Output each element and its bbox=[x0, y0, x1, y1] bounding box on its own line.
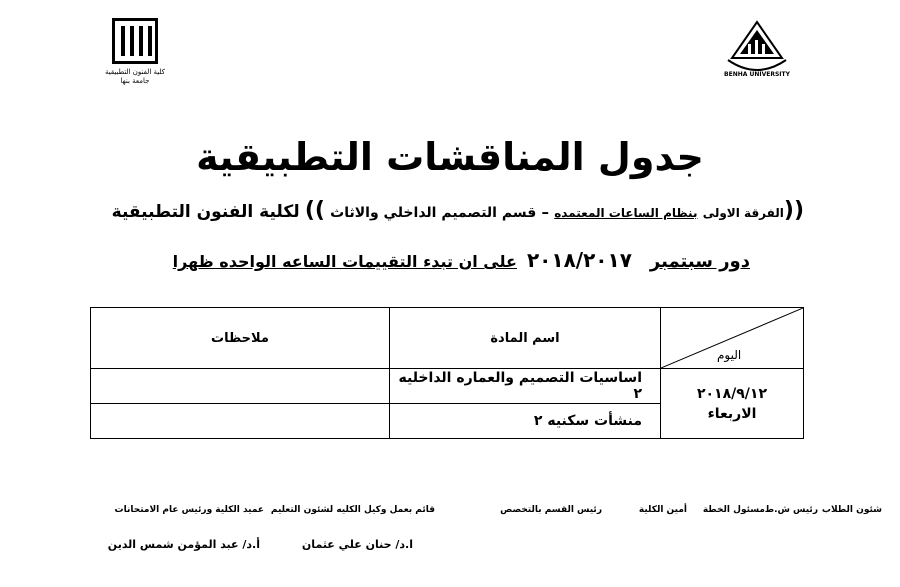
subtitle bbox=[112, 198, 804, 223]
session-name: دور سبتمبر bbox=[649, 251, 750, 272]
signature-title: شئون الطلاب bbox=[821, 505, 882, 515]
subtitle-close-paren: )) bbox=[304, 198, 325, 223]
subject-header: اسم المادة bbox=[390, 308, 661, 369]
subtitle-department: قسم التصميم الداخلي والاثاث bbox=[330, 205, 537, 221]
session-year: ٢٠١٨/٢٠١٧ bbox=[526, 248, 632, 272]
day-header-cell bbox=[661, 308, 804, 369]
day-date: ٢٠١٨/٩/١٢ bbox=[696, 385, 768, 402]
vice-dean-name: ا.د/ حنان علي عثمان bbox=[301, 538, 413, 551]
signature-title: أمين الكلية bbox=[638, 505, 687, 515]
session-start-note: على ان تبدء التقييمات الساعه الواحده ظهرا bbox=[172, 252, 517, 271]
university-logo-caption: BENHA UNIVERSITY bbox=[724, 71, 790, 78]
subtitle-year: الفرقة الاولى bbox=[702, 206, 784, 220]
page-title: جدول المناقشات التطبيقية bbox=[196, 135, 704, 179]
table-row bbox=[91, 369, 804, 404]
dean-name: أ.د/ عبد المؤمن شمس الدين bbox=[107, 538, 260, 551]
signature-title: قائم بعمل وكيل الكليه لشئون التعليم bbox=[270, 505, 435, 515]
day-name: الاربعاء bbox=[707, 405, 757, 422]
signature-title: مسئول الخطة bbox=[702, 505, 765, 515]
subtitle-open-paren: (( bbox=[783, 198, 804, 223]
college-logo bbox=[95, 18, 175, 86]
session-line bbox=[173, 248, 750, 272]
notes-cell bbox=[91, 369, 390, 404]
schedule-table bbox=[90, 307, 804, 439]
notes-cell bbox=[91, 404, 390, 439]
day-header: اليوم bbox=[717, 348, 742, 362]
signature-title: رئيس القسم بالتخصص bbox=[500, 505, 602, 515]
subtitle-college: لكلية الفنون التطبيقية bbox=[111, 202, 300, 222]
notes-header: ملاحظات bbox=[91, 308, 390, 369]
college-logo-caption: كلية الفنون التطبيقية جامعة بنها bbox=[104, 68, 166, 85]
subtitle-dash: – bbox=[541, 203, 549, 221]
table-header-row bbox=[91, 308, 804, 369]
subtitle-system: بنظام الساعات المعتمده bbox=[554, 206, 698, 220]
day-cell bbox=[661, 369, 804, 439]
subject-cell: منشأت سكنيه ٢ bbox=[390, 404, 661, 439]
college-emblem-icon bbox=[112, 18, 158, 64]
signature-title: عميد الكلية ورئيس عام الامتحانات bbox=[114, 505, 264, 515]
university-logo bbox=[722, 20, 792, 84]
signature-title: رئيس ش.ط bbox=[764, 505, 818, 515]
subject-cell: اساسيات التصميم والعماره الداخليه ٢ bbox=[390, 369, 661, 404]
university-emblem-icon bbox=[722, 20, 792, 84]
